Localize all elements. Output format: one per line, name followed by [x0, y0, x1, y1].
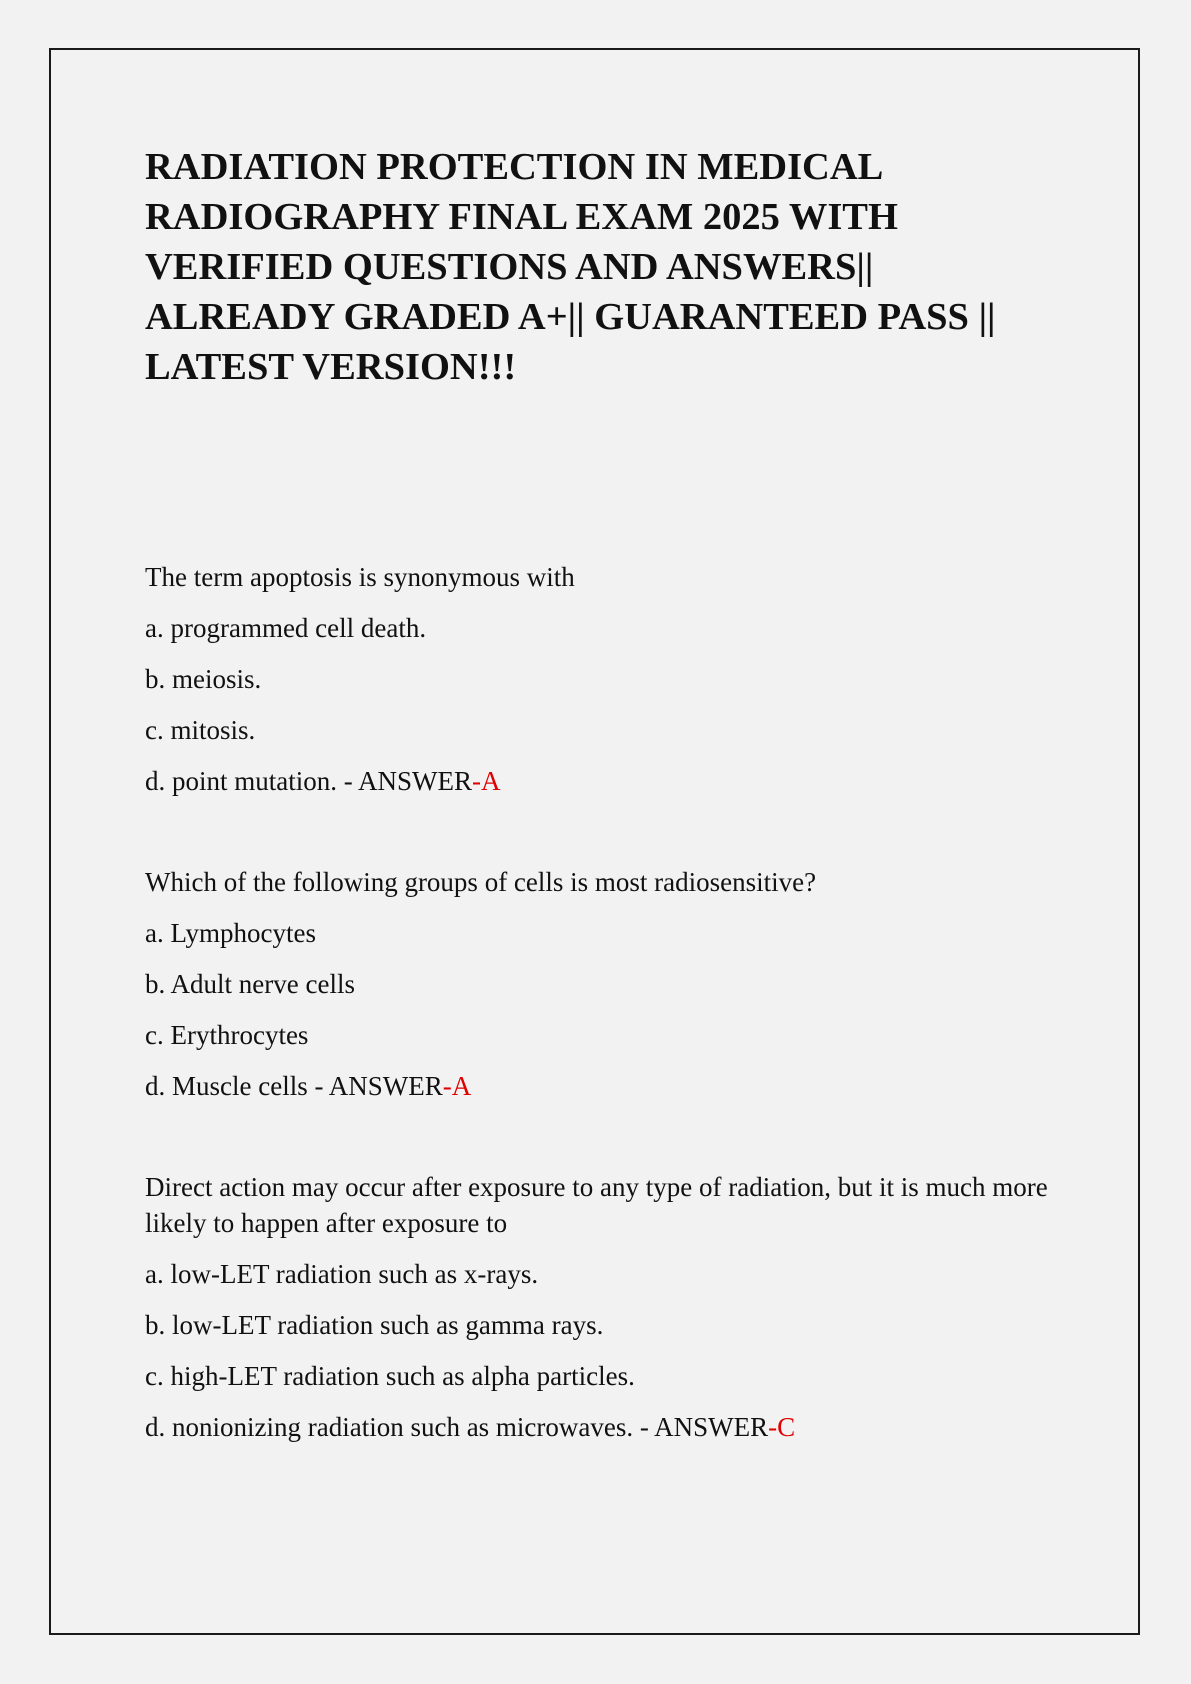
answer-option-b: b. Adult nerve cells: [145, 969, 355, 999]
question-stem: Direct action may occur after exposure to any type of radiation, but it is much more likely to happen after exposure to: [145, 1172, 1048, 1238]
answer-label: - ANSWER: [307, 1071, 443, 1101]
document-title: RADIATION PROTECTION IN MEDICAL RADIOGRAPHY FINAL EXAM 2025 WITH VERIFIED QUESTIONS AND ANSWERS|| ALREADY GRADED A+|| GUARANTEED PASS || LATEST VERSION!!!: [145, 146, 996, 388]
correct-answer: -A: [472, 766, 501, 796]
answer-option-d-line: [145, 1409, 1065, 1445]
question-block: [145, 559, 1065, 799]
question-block: [145, 1169, 1065, 1445]
correct-answer: -C: [768, 1412, 796, 1442]
answer-option-b: b. meiosis.: [145, 664, 262, 694]
question-block: [145, 864, 1065, 1104]
answer-label: - ANSWER: [337, 766, 472, 796]
answer-option-b: b. low-LET radiation such as gamma rays.: [145, 1310, 604, 1340]
answer-option-a: a. low-LET radiation such as x-rays.: [145, 1259, 539, 1289]
answer-option-d: d. point mutation.: [145, 766, 337, 796]
question-stem: The term apoptosis is synonymous with: [145, 562, 575, 592]
correct-answer: -A: [442, 1071, 472, 1101]
answer-option-c: c. Erythrocytes: [145, 1020, 309, 1050]
answer-option-c: c. high-LET radiation such as alpha particles.: [145, 1361, 635, 1391]
answer-option-d: d. Muscle cells: [145, 1071, 308, 1101]
answer-option-d: d. nonionizing radiation such as microwaves.: [145, 1412, 634, 1442]
answer-option-c: c. mitosis.: [145, 715, 256, 745]
answer-label: - ANSWER: [633, 1412, 769, 1442]
answer-option-a: a. programmed cell death.: [145, 613, 427, 643]
answer-option-a: a. Lymphocytes: [145, 918, 316, 948]
question-stem: Which of the following groups of cells is most radiosensitive?: [145, 867, 817, 897]
answer-option-d-line: [145, 1068, 1065, 1104]
answer-option-d-line: [145, 763, 1065, 799]
